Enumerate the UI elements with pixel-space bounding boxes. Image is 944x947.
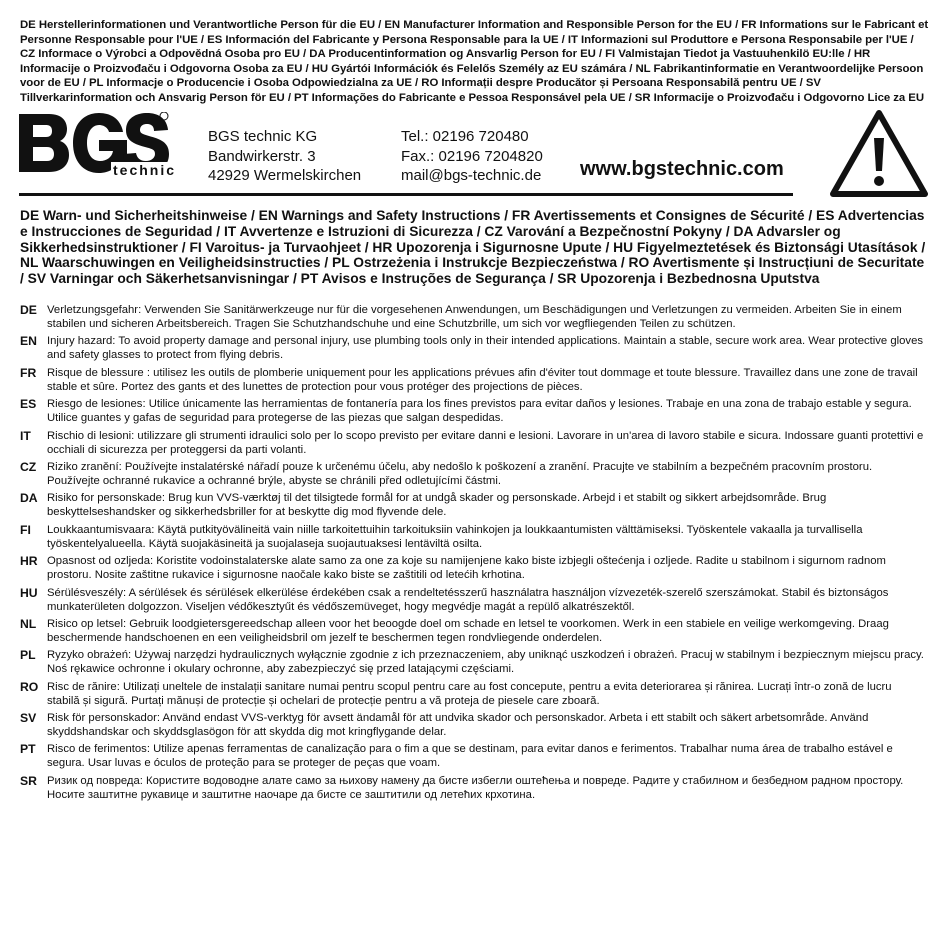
list-item	[20, 648, 926, 679]
company-street: Bandwirkerstr. 3	[208, 147, 316, 165]
language-code: DE	[20, 303, 37, 317]
list-item	[20, 742, 926, 773]
warning-text: Riesgo de lesiones: Utilice únicamente las herramientas de fontanería para los fines previstos para evitar daños y lesiones. Trabaje en una zona de trabajo estable y segura. Utilice guantes y gafas de seguridad para protegerse de las piezas que salgan despedidas.	[47, 398, 912, 425]
company-name: BGS technic KG	[208, 128, 318, 145]
list-item	[20, 774, 926, 805]
language-code: FR	[20, 365, 37, 380]
language-code: SV	[20, 711, 37, 726]
warning-text: Risiko for personskade: Brug kun VVS-værktøj til det tilsigtede formål for at undgå skader og personskade. Arbejd i et stabilt og sikkert arbejdsområde. Brug beskyttelseshandsker og sikkerhedsbriller for at beskytte dig mod flyvende dele.	[47, 492, 827, 519]
company-website[interactable]: www.bgstechnic.com	[580, 158, 784, 180]
language-code: ES	[20, 397, 37, 412]
warning-triangle-icon	[828, 108, 930, 200]
list-item	[20, 586, 926, 617]
list-item	[20, 460, 926, 491]
list-item	[20, 303, 926, 334]
warning-text: Sérülésveszély: A sérülések és sérülések elkerülése érdekében csak a rendeltetésszerű használatra használjon vízvezeték-szerelő szerszámokat. Stabil és biztonságos munkaterületen dolgozzon. Viseljen védőkesztyűt és védőszemüveget, hogy megvédje magát a repülő alkatrészektől.	[47, 586, 889, 613]
logo-subtext: technic	[113, 162, 177, 178]
list-item	[20, 366, 926, 397]
language-code: FI	[20, 522, 31, 537]
warning-text: Rischio di lesioni: utilizzare gli strumenti idraulici solo per lo scopo previsto per evitare danni e lesioni. Lavorare in un'area di lavoro stabile e sicura. Indossare guanti protettivi e occhiali di sicurezza per proteggersi da parti volanti.	[47, 429, 924, 456]
language-code: PT	[20, 742, 36, 757]
language-code: NL	[20, 616, 37, 631]
warning-text: Opasnost od ozljeda: Koristite vodoinstalaterske alate samo za one za koje su namijenjene kako biste izbjegli oštećenja i ozljede. Radite u stabilnom i sigurnom radnom prostoru. Nosite zaštitne rukavice i sigurnosne naočale kako biste se zaštitili od letećih krhotina.	[47, 555, 886, 582]
language-code: SR	[20, 773, 37, 788]
language-code: IT	[20, 428, 31, 443]
list-item	[20, 334, 926, 365]
list-item	[20, 554, 926, 585]
language-code: RO	[20, 679, 39, 694]
warning-text: Verletzungsgefahr: Verwenden Sie Sanitärwerkzeuge nur für die vorgesehenen Anwendungen, um Beschädigungen und Verletzungen zu vermeiden. Arbeiten Sie in einem stabilen und sicheren Arbeitsbereich. Tragen Sie Schutzhandschuhe und eine Schutzbrille, um sich vor wegfliegenden Teilen zu schützen.	[47, 304, 902, 330]
warning-text: Riziko zranění: Používejte instalatérské nářadí pouze k určenému účelu, aby nedošlo k poškození a zranění. Pracujte ve stabilním a bezpečném pracovním prostoru. Používejte ochranné rukavice a ochranné brýle, abyste se chránili před odletujícími částmi.	[47, 460, 873, 487]
manufacturer-info-heading: DE Herstellerinformationen und Verantwortliche Person für die EU / EN Manufacturer Information and Responsible Person for the EU / FR Informations sur le Fabricant et Personne Responsable pour l'UE / ES Información del Fabricante y Persona Responsable para la UE / IT Informazioni sul Produttore e Persona Responsabile per l'UE / CZ Informace o Výrobci a Odpovědná Osoba pro EU / DA Producentinformation og Ansvarlig Person for EU / FI Valmistajan Tiedot ja Vastuuhenkilö EU:lle / HR Informacije o Proizvođaču i Odgovorna Osoba za EU / HU Gyártói Információk és Felelős Személy az EU számára / NL Fabrikantinformatie en Verantwoordelijke Persoon voor de EU / PL Informacje o Producencie i Osoba Odpowiedzialna za UE / RO Informații despre Producător și Persoana Responsabilă pentru UE / SV Tillverkarinformation och Ansvarig Person för EU / PT Informações do Fabricante e Pessoa Responsável pela UE / SR Informacije o Proizvođaču i Odgovorno Lice za EU	[20, 19, 929, 104]
warning-text: Ризик од повреда: Користите водоводне алате само за њихову намену да бисте избегли оштећења и повреде. Радите у стабилном и безбедном радном простору. Носите заштитне рукавице и заштитне наочаре да бисте се заштитили од летећих крхотина.	[47, 774, 904, 801]
list-item	[20, 491, 926, 522]
company-fax: Fax.: 02196 7204820	[401, 147, 543, 165]
language-code: CZ	[20, 459, 37, 474]
company-mail[interactable]: mail@bgs-technic.de	[401, 167, 542, 184]
warning-text: Injury hazard: To avoid property damage and personal injury, use plumbing tools only in their intended applications. Maintain a stable, secure work area. Wear protective gloves and safety glasses to protect from flying debris.	[47, 335, 923, 362]
list-item	[20, 523, 926, 554]
list-item	[20, 429, 926, 460]
company-city: 42929 Wermelskirchen	[208, 167, 362, 184]
warnings-list	[20, 303, 926, 805]
warning-text: Loukkaantumisvaara: Käytä putkityövälineitä vain niille tarkoitettuihin tarkoituksiin vahinkojen ja loukkaantumisten välttämiseksi. Työskentele vakaalla ja turvallisella työskentelyalueella. Käytä suojakäsineitä ja suojalaseja suojautuaksesi lentäviltä osilta.	[47, 523, 863, 550]
warning-text: Risco de ferimentos: Utilize apenas ferramentas de canalização para o fim a que se destinam, para evitar danos e ferimentos. Trabalhar numa área de trabalho estável e segura. Usar luvas e óculos de proteção para se proteger de peças que voam.	[47, 743, 893, 770]
list-item	[20, 680, 926, 711]
language-code: DA	[20, 491, 38, 506]
company-contact	[401, 127, 543, 186]
language-code: PL	[20, 648, 36, 663]
warning-text: Risque de blessure : utilisez les outils de plomberie uniquement pour les applications prévues afin d'éviter tout dommage et toute blessure. Travaillez dans une zone de travail stable et sûre. Portez des gants et des lunettes de protection pour vous protéger des projections de pièces.	[47, 366, 918, 393]
list-item	[20, 397, 926, 428]
header-divider	[19, 193, 793, 196]
list-item	[20, 711, 926, 742]
company-tel: Tel.: 02196 720480	[401, 128, 529, 145]
warning-text: Ryzyko obrażeń: Używaj narzędzi hydraulicznych wyłącznie zgodnie z ich przeznaczeniem, aby uniknąć uszkodzeń i obrażeń. Pracuj w stabilnym i bezpiecznym miejscu pracy. Noś rękawice ochronne i okulary ochronne, aby zabezpieczyć się przed latającymi częściami.	[47, 649, 924, 676]
list-item	[20, 617, 926, 648]
language-code: EN	[20, 334, 37, 349]
warning-text: Risc de rănire: Utilizați uneltele de instalații sanitare numai pentru scopul pentru care au fost concepute, pentru a evita deteriorarea și rănirea. Lucrați într-o zonă de lucru stabilă și sigură. Purtați mănuși de protecție și ochelari de protecție pentru a vă proteja de piesele care zboară.	[47, 680, 892, 707]
language-code: HU	[20, 585, 38, 600]
warning-text: Risk för personskador: Använd endast VVS-verktyg för avsett ändamål för att undvika skador och personskador. Arbeta i ett stabilt och säkert arbetsområde. Använd skyddshandskar och skyddsglasögon för att skydda dig mot kringflygande delar.	[47, 712, 869, 739]
bgs-technic-logo	[19, 112, 177, 182]
company-address	[208, 127, 361, 186]
language-code: HR	[20, 554, 38, 569]
warnings-heading: DE Warn- und Sicherheitshinweise / EN Warnings and Safety Instructions / FR Avertissements et Consignes de Sécurité / ES Advertencias e Instrucciones de Seguridad / IT Avvertenze e Istruzioni di Sicurezza / CZ Varování a Bezpečnostní Pokyny / DA Advarsler og Sikkerhedsinstruktioner / FI Varoitus- ja Turvaohjeet / HR Upozorenja i Sigurnosne Upute / HU Figyelmeztetések és Biztonsági Utasítások / NL Waarschuwingen en Veiligheidsinstructies / PL Ostrzeżenia i Instrukcje Bezpieczeństwa / RO Avertismente și Instrucțiuni de Securitate / SV Varningar och Säkerhetsanvisningar / PT Avisos e Instruções de Segurança / SR Upozorenja i Bezbednosna Uputstva	[20, 208, 926, 287]
warning-text: Risico op letsel: Gebruik loodgietersgereedschap alleen voor het beoogde doel om schade en letsel te voorkomen. Werk in een stabiele en veilige werkomgeving. Draag beschermende handschoenen en een veiligheidsbril om jezelf te beschermen tegen rondvliegende onderdelen.	[47, 617, 889, 644]
